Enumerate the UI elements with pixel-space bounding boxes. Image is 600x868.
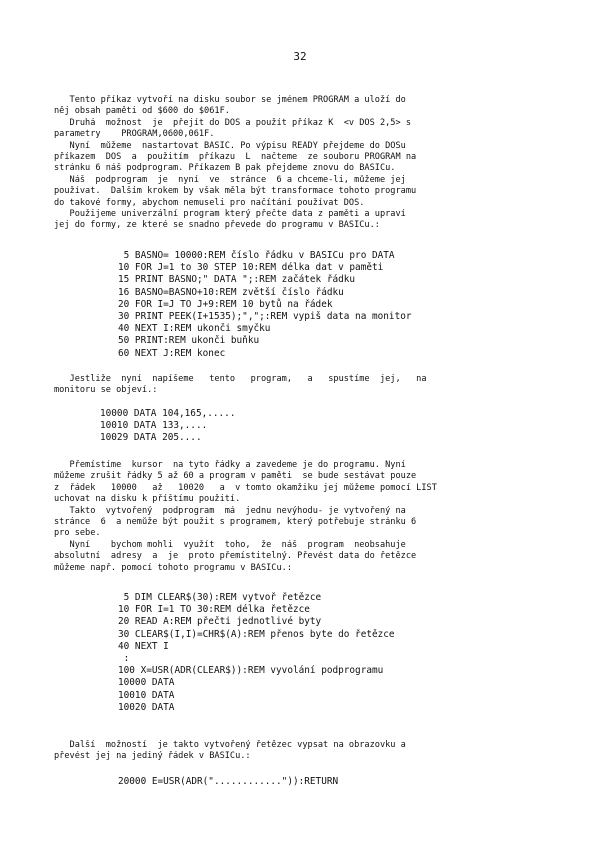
text-line: Nyní bychom mohli využít toho, že náš program neobsahuje <box>54 539 406 550</box>
code-line: 30 PRINT PEEK(I+1535);",";:REM vypiš data na monitor <box>118 311 412 323</box>
text-line: Přemístíme kursor na tyto řádky a zavedeme je do programu. Nyní <box>54 460 406 470</box>
text-line: Druhá možnost je přejít do DOS a použít příkaz K <v DOS 2,5> s <box>54 117 411 128</box>
code-line: 10029 DATA 205.... <box>100 432 202 444</box>
text-line: Jestliže nyní napíšeme tento program, a spustíme jej, na <box>54 374 427 384</box>
text-line: stránku 6 náš podprogram. Příkazem B pak přejdeme znovu do BASICu. <box>54 163 396 174</box>
text-line: používat. Dalším krokem by však měla být transformace tohoto programu <box>54 186 417 197</box>
text-line: monitoru se objeví.: <box>54 385 158 396</box>
text-line: do takové formy, abychom nemuseli pro načítání používat DOS. <box>54 197 365 208</box>
code-line: 5 DIM CLEAR$(30):REM vytvoř řetězce <box>118 592 322 603</box>
code-line: 5 BASNO= 10000:REM číslo řádku v BASICu pro DATA <box>118 250 395 261</box>
text-line: něj obsah paměti od $600 do $061F. <box>54 106 230 117</box>
text-line: Tento příkaz vytvoří na disku soubor se jménem PROGRAM a uloží do <box>54 95 406 105</box>
code-line: 40 NEXT I:REM ukonči smyčku <box>118 323 271 335</box>
paragraph-intro <box>54 95 564 232</box>
paragraph-relocation <box>54 460 564 574</box>
text-line: příkazem DOS a použitím příkazu L načteme ze souboru PROGRAM na <box>54 152 417 163</box>
code-line: 60 NEXT J:REM konec <box>118 347 226 359</box>
text-line: Další možností je takto vytvořený řetězec vypsat na obrazovku a <box>54 740 406 750</box>
code-line: 10020 DATA <box>118 701 175 713</box>
code-line: 10000 DATA 104,165,..... <box>100 408 236 419</box>
text-line: z řádek 10000 až 10020 a v tomto okamžiku jej můžeme pomocí LIST <box>54 482 437 493</box>
text-line: pro sebe. <box>54 528 101 539</box>
code-line: 15 PRINT BASNO;" DATA ";:REM začátek řádku <box>118 274 356 286</box>
text-line: Náš podprogram je nyní ve stránce 6 a chceme-li, můžeme jej <box>54 174 406 185</box>
code-listing-usr-call <box>118 776 338 788</box>
text-line: převést jej na jediný řádek v BASICu.: <box>54 751 251 762</box>
text-line: absolutní adresy a je proto přemístitelný. Převést data do řetězce <box>54 551 417 562</box>
code-line: 40 NEXT I <box>118 640 169 652</box>
code-line: 20000 E=USR(ADR("............")):RETURN <box>118 776 339 787</box>
code-line: 30 CLEAR$(I,I)=CHR$(A):REM přenos byte do řetězce <box>118 628 395 640</box>
code-line: 10 FOR I=1 TO 30:REM délka řetězce <box>118 604 310 616</box>
code-listing-data-generator <box>118 250 412 360</box>
code-line: 50 PRINT:REM ukonči buňku <box>118 335 260 347</box>
code-line: : <box>118 653 130 665</box>
text-line: Použijeme univerzální program který přečte data z paměti a upraví <box>54 209 406 220</box>
text-line: uchovat na disku k příštímu použití. <box>54 494 241 505</box>
code-line: 10010 DATA <box>118 689 175 701</box>
code-line: 10000 DATA <box>118 677 175 689</box>
page-number: 32 <box>293 50 307 63</box>
paragraph-output <box>54 374 564 397</box>
text-line: jej do formy, ze které se snadno převede do programu v BASICu.: <box>54 220 380 231</box>
text-line: Nyní můžeme nastartovat BASIC. Po výpisu READY přejdeme do DOSu <box>54 140 406 151</box>
code-line: 20 FOR I=J TO J+9:REM 10 bytů na řádek <box>118 298 333 310</box>
code-line: 10010 DATA 133,.... <box>100 420 208 432</box>
text-line: můžeme zrušit řádky 5 až 60 a program v paměti se bude sestávat pouze <box>54 471 417 482</box>
code-listing-output <box>100 408 235 445</box>
text-line: stránce 6 a nemůže být použit s programem, který potřebuje stránku 6 <box>54 517 417 528</box>
code-line: 16 BASNO=BASNO+10:REM zvětší číslo řádku <box>118 286 344 298</box>
text-line: parametry PROGRAM,0600,061F. <box>54 129 215 140</box>
code-line: 100 X=USR(ADR(CLEAR$)):REM vyvolání podprogramu <box>118 665 384 677</box>
code-line: 20 READ A:REM přečti jednotlivé byty <box>118 616 322 628</box>
code-listing-string-builder <box>118 592 395 714</box>
text-line: můžeme např. pomocí tohoto programu v BASICu.: <box>54 562 292 573</box>
text-line: Takto vytvořený podprogram má jednu nevýhodu- je vytvořený na <box>54 505 406 516</box>
code-line: 10 FOR J=1 to 30 STEP 10:REM délka dat v paměti <box>118 262 384 274</box>
paragraph-single-line <box>54 740 564 763</box>
